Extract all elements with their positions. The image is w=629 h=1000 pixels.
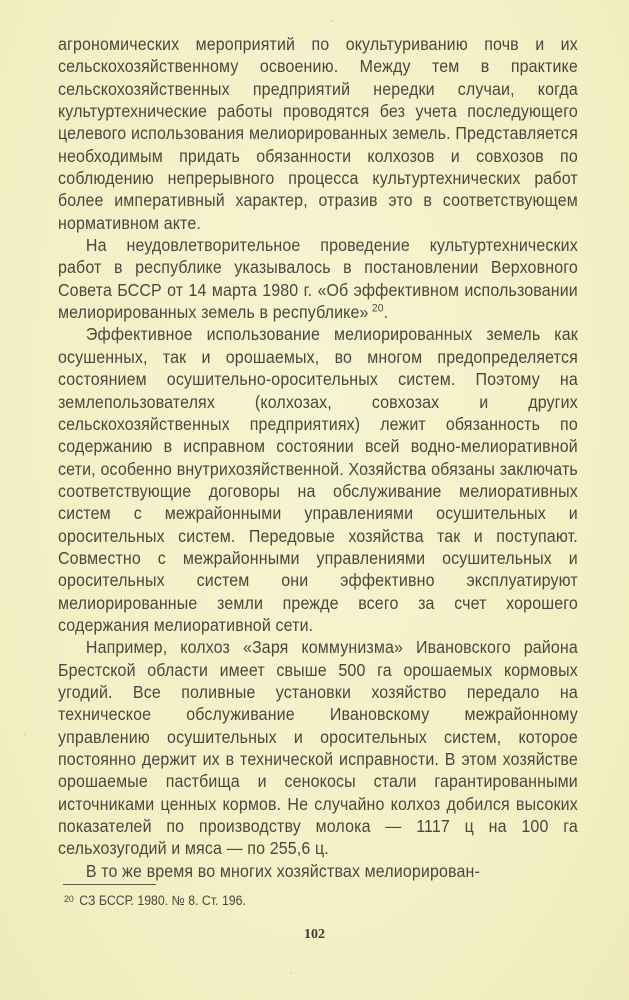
footnote-divider [63,884,156,885]
paragraph-1: агрономических мероприятий по окультуриванию почв и их сельскохозяйственному освоению. Между тем в практике сельскохозяйственных предприятий нередки случаи, когда культуртехнические работы проводятся без учета последующего целевого использования мелиорированных земель. Представляется необходимым придать обязанности колхозов и совхозов по соблюдению непрерывного процесса культуртехнических работ более императивный характер, отразив это в соответствующем нормативном акте. [58,34,578,233]
paragraph-2-tail: . [383,302,389,323]
paper-speck [24,733,26,735]
paper-speck [290,972,292,974]
page-number: 102 [304,927,325,942]
paragraph-2-text: На неудовлетворительное проведение культуртехнических работ в республике указывалось в постановлении Верховного Совета БССР от 14 марта 1980 г. «Об эффективном использовании мелиорированных земель в республике» [58,235,578,323]
footnote-text: СЗ БССР. 1980. № 8. Ст. 196. [79,893,246,908]
paragraph-2 [58,234,578,323]
paragraph-5: В то же время во многих хозяйствах мелиорирован- [85,860,480,881]
footnote-reference: 20 [371,302,384,315]
footnote [64,891,246,910]
paper-speck [331,20,333,22]
paragraph-4: Например, колхоз «Заря коммунизма» Ивановского района Брестской области имеет свыше 500 га орошаемых кормовых угодий. Все поливные установки хозяйство передало на техническое обслуживание Ивановскому межрайонному управлению осушительных и оросительных систем, которое постоянно держит их в технической исправности. В этом хозяйстве орошаемые пастбища и сенокосы стали гарантированными источниками ценных кормов. Не случайно колхоз добился высоких показателей по производству молока — 1117 ц на 100 га сельхозугодий и мяса — по 255,6 ц. [58,637,578,859]
page-body [58,33,578,882]
paragraph-3: Эффективное использование мелиорированных земель как осушенных, так и орошаемых, во многом предопределяется состоянием осушительно-оросительных систем. Поэтому на землепользователях (колхозах, совхозах и других сельскохозяйственных предприятиях) лежит обязанность по содержанию в исправном состоянии всей водно-мелиоративной сети, особенно внутрихозяйственной. Хозяйства обязаны заключать соответствующие договоры на обслуживание мелиоративных систем с межрайонными управлениями осушительных и оросительных систем. Передовые хозяйства так и поступают. Совместно с межрайонными управлениями осушительных и оросительных систем они эффективно эксплуатируют мелиорированные земли прежде всего за счет хорошего содержания мелиоративной сети. [58,324,578,635]
footnote-number: 20 [64,894,74,905]
